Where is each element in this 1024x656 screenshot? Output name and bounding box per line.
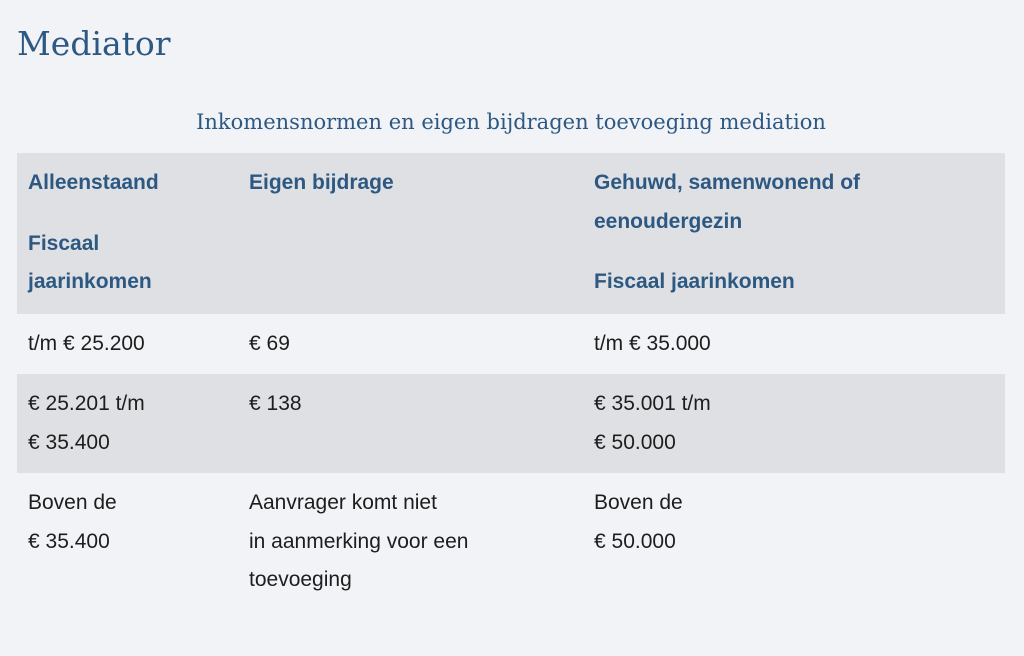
- cell-text: in aanmerking voor een: [249, 529, 469, 553]
- cell-text: € 35.400: [28, 430, 110, 454]
- header-single-sublabel-cont: jaarinkomen: [28, 270, 152, 293]
- table-row: [17, 473, 1005, 611]
- cell-single: [17, 473, 238, 611]
- cell-text: € 35.001 t/m: [594, 392, 711, 415]
- cell-text: € 50.000: [594, 430, 676, 454]
- header-household-sublabel: Fiscaal jaarinkomen: [594, 270, 795, 293]
- header-household: [583, 153, 1005, 314]
- table-caption: Inkomensnormen en eigen bijdragen toevoeging mediation: [196, 110, 826, 134]
- cell-text: t/m € 35.000: [594, 331, 711, 355]
- income-norms-table: [17, 153, 1005, 611]
- table-row: [17, 374, 1005, 473]
- header-household-label: Gehuwd, samenwonend of: [594, 171, 861, 194]
- table-header-row: [17, 153, 1005, 314]
- cell-text: € 35.400: [28, 529, 110, 553]
- cell-text: Boven de: [594, 491, 683, 514]
- cell-text: Boven de: [28, 491, 117, 514]
- table-row: [17, 314, 1005, 375]
- header-single-sublabel: Fiscaal: [28, 231, 100, 255]
- cell-household: [583, 473, 1005, 611]
- page-title: Mediator: [17, 24, 171, 63]
- cell-contribution: [238, 314, 583, 375]
- header-single-label: Alleenstaand: [28, 171, 159, 194]
- cell-text: Aanvrager komt niet: [249, 491, 437, 514]
- cell-text: t/m € 25.200: [28, 331, 145, 355]
- cell-text: € 138: [249, 392, 302, 415]
- cell-contribution: [238, 374, 583, 473]
- cell-text: toevoeging: [249, 568, 352, 591]
- header-single: [17, 153, 238, 314]
- cell-household: [583, 314, 1005, 375]
- cell-contribution: [238, 473, 583, 611]
- cell-text: € 50.000: [594, 529, 676, 553]
- cell-household: [583, 374, 1005, 473]
- cell-single: [17, 314, 238, 375]
- cell-text: € 25.201 t/m: [28, 392, 145, 415]
- cell-text: € 69: [249, 331, 290, 355]
- cell-single: [17, 374, 238, 473]
- header-contribution: [238, 153, 583, 314]
- header-contribution-label: Eigen bijdrage: [249, 171, 394, 194]
- header-household-label-cont: eenoudergezin: [594, 209, 743, 233]
